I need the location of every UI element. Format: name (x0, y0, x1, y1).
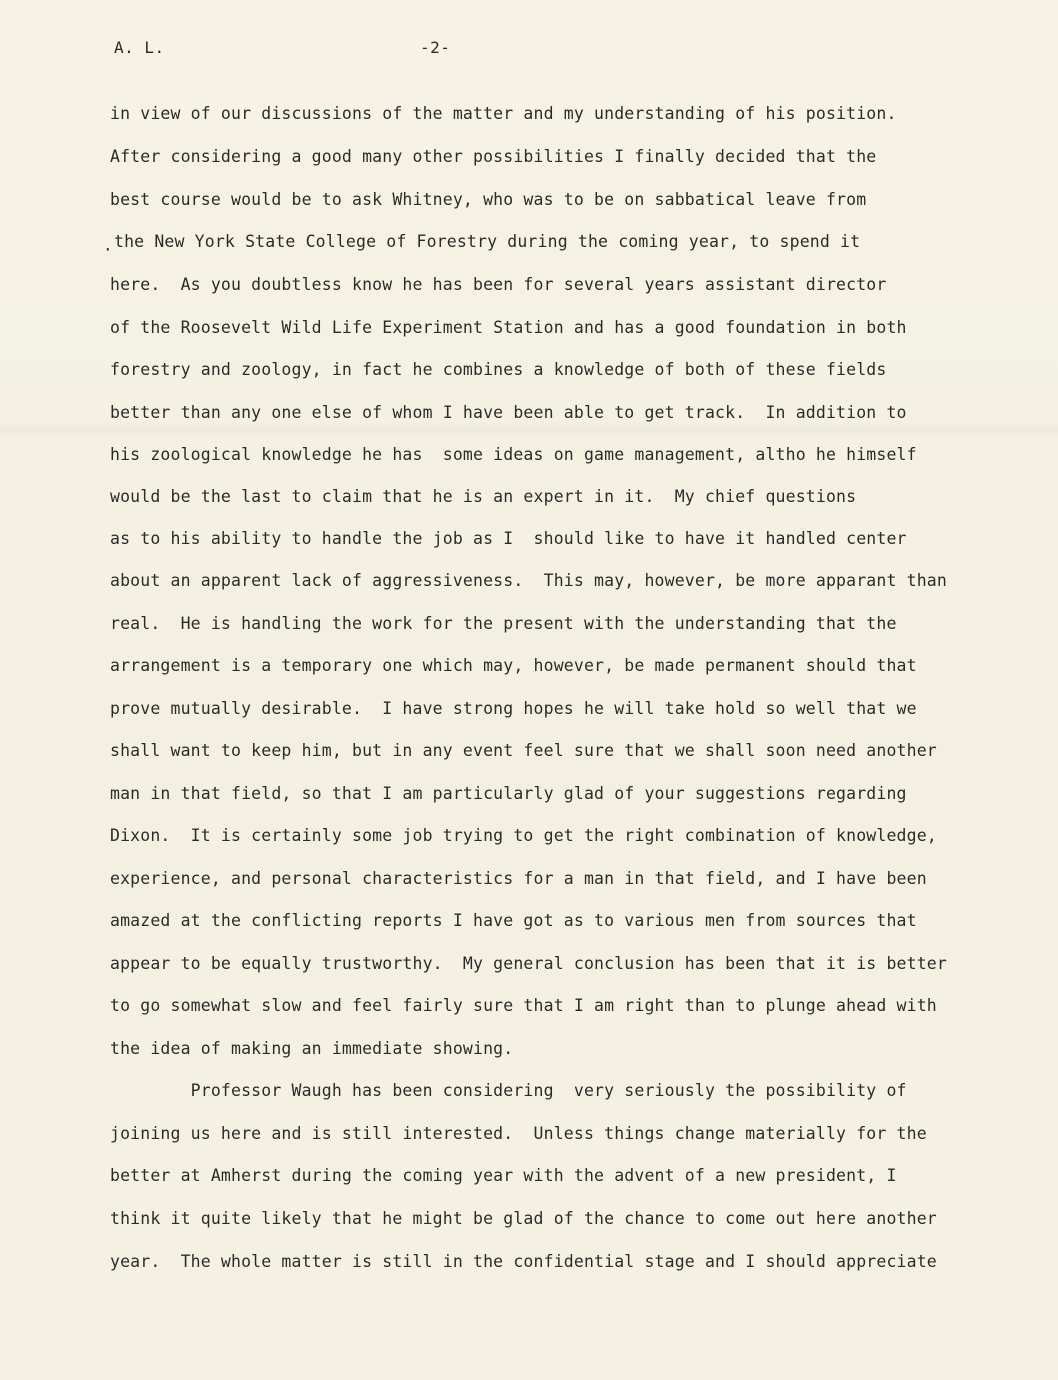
body-line: best course would be to ask Whitney, who was to be on sabbatical leave from (110, 190, 867, 209)
body-line: amazed at the conflicting reports I have got as to various men from sources that (110, 911, 917, 930)
body-line: his zoological knowledge he has some ideas on game management, altho he himself (110, 445, 917, 464)
body-line: think it quite likely that he might be glad of the chance to come out here another (110, 1209, 937, 1228)
body-line: After considering a good many other possibilities I finally decided that the (110, 147, 877, 166)
header-addressee-initials: A. L. (114, 38, 165, 57)
body-line: of the Roosevelt Wild Life Experiment Station and has a good foundation in both (110, 318, 907, 337)
body-line: real. He is handling the work for the present with the understanding that the (110, 614, 897, 633)
body-line: shall want to keep him, but in any event feel sure that we shall soon need another (110, 741, 937, 760)
body-line: forestry and zoology, in fact he combines a knowledge of both of these fields (110, 360, 887, 379)
margin-dot: · (103, 240, 113, 259)
body-line: about an apparent lack of aggressiveness. This may, however, be more apparant than (110, 571, 947, 590)
body-line: better than any one else of whom I have been able to get track. In addition to (110, 403, 907, 422)
body-line: Professor Waugh has been considering very seriously the possibility of (110, 1081, 907, 1100)
page-number: -2- (420, 38, 451, 57)
body-line: arrangement is a temporary one which may, however, be made permanent should that (110, 656, 917, 675)
body-line: joining us here and is still interested. Unless things change materially for the (110, 1124, 927, 1143)
body-line: as to his ability to handle the job as I should like to have it handled center (110, 529, 907, 548)
body-line: prove mutually desirable. I have strong hopes he will take hold so well that we (110, 699, 917, 718)
body-line: experience, and personal characteristics for a man in that field, and I have been (110, 869, 927, 888)
body-line: Dixon. It is certainly some job trying to get the right combination of knowledge, (110, 826, 937, 845)
body-line: in view of our discussions of the matter and my understanding of his position. (110, 104, 897, 123)
body-line: here. As you doubtless know he has been for several years assistant director (110, 275, 887, 294)
body-line: the New York State College of Forestry during the coming year, to spend it (114, 232, 861, 251)
body-line: would be the last to claim that he is an expert in it. My chief questions (110, 487, 857, 506)
body-line: better at Amherst during the coming year with the advent of a new president, I (110, 1166, 897, 1185)
body-line: the idea of making an immediate showing. (110, 1039, 514, 1058)
body-line: to go somewhat slow and feel fairly sure that I am right than to plunge ahead with (110, 996, 937, 1015)
body-line: man in that field, so that I am particularly glad of your suggestions regarding (110, 784, 907, 803)
body-line: year. The whole matter is still in the confidential stage and I should appreciate (110, 1252, 937, 1271)
body-line: appear to be equally trustworthy. My general conclusion has been that it is better (110, 954, 947, 973)
